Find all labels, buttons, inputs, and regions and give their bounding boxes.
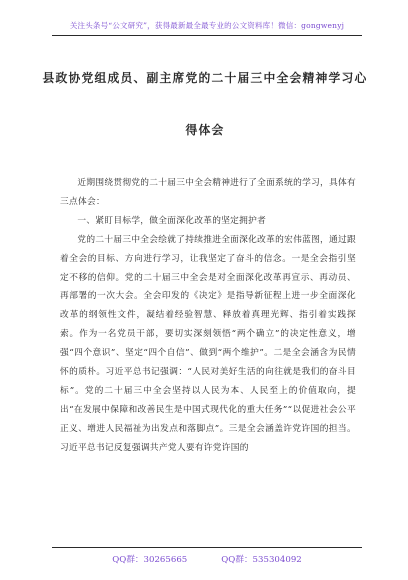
document-body: [60, 174, 356, 458]
intro-paragraph: 近期围绕贯彻党的二十届三中全会精神进行了全面系统的学习，具体有三点体会：: [60, 178, 357, 207]
document-title: 县政协党组成员、副主席党的二十届三中全会精神学习心: [42, 71, 368, 85]
footer-qq-group-2: QQ群：535304092: [221, 555, 302, 565]
section-heading: 一、紧盯目标学，做全面深化改革的坚定拥护者: [77, 215, 267, 226]
footer-divider: [52, 547, 362, 548]
footer-qq-group-1: QQ群：30265665: [112, 555, 188, 565]
document-title-continued: 得体会: [185, 123, 225, 137]
footer: [52, 553, 362, 565]
header-divider: [52, 35, 362, 36]
header-note: 关注头条号“公文研究”，获得最新最全最专业的公文资料库！微信：gongwenyj: [69, 21, 345, 30]
body-paragraph: 党的二十届三中全会绘就了持续推进全面深化改革的宏伟蓝图，通过跟着全会的目标、方向进行学习，让我坚定了奋斗的信念。一是全会指引坚定不移的信仰。党的二十届三中全会是对全面深化改革再宣示、再动员、再部署的一次大会。全会印发的《决定》是指导新征程上进一步全面深化改革的纲领性文件，凝结着经验智慧、释放着真理光辉、指引着实践探索。作为一名党员干部，要切实深刻领悟“两个确立”的决定性意义，增强“四个意识”、坚定“四个自信”、做到“两个维护”。二是全会涵含为民情怀的质朴。习近平总书记强调：“人民对美好生活的向往就是我们的奋斗目标”。党的二十届三中全会坚持以人民为本、人民至上的价值取向，提出“在发展中保障和改善民生是中国式现代化的重大任务”“以促进社会公平正义、增进人民福祉为出发点和落脚点”。三是全会涵盖许党许国的担当。习近平总书记反复强调共产党人要有许党许国的: [60, 234, 357, 453]
